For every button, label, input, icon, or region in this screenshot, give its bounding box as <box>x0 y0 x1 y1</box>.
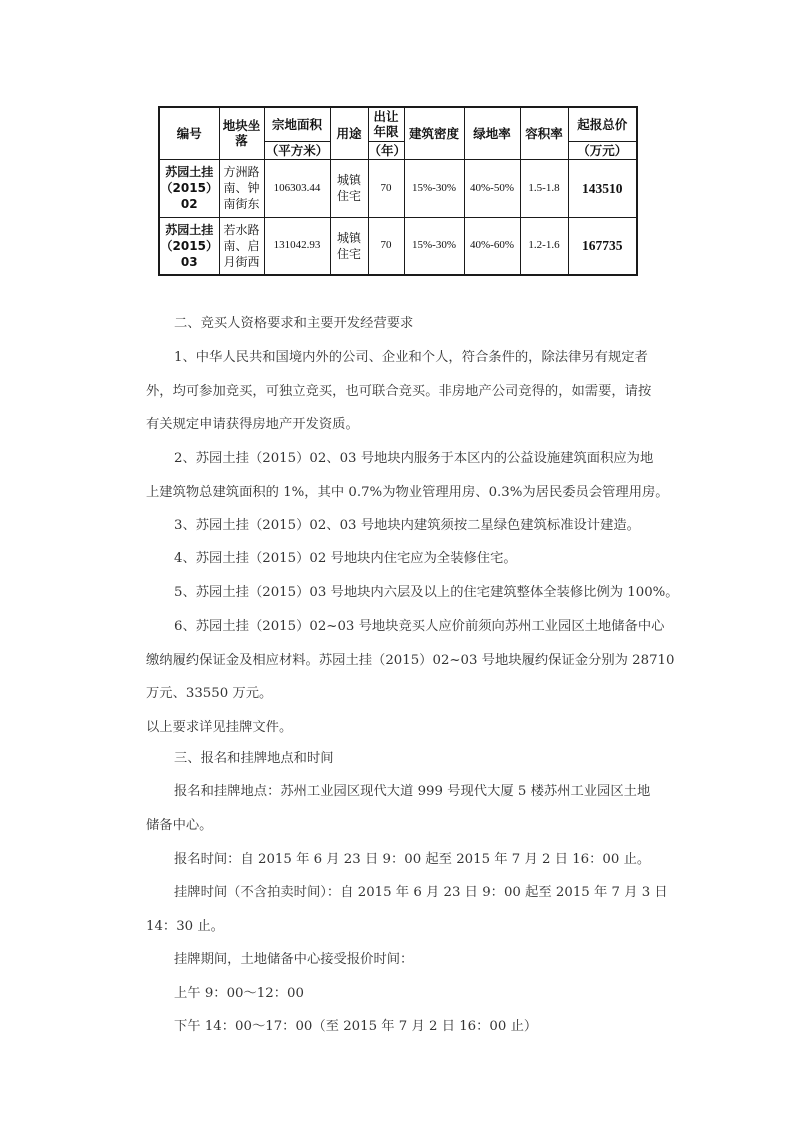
header-density: 建筑密度 <box>404 107 464 159</box>
paragraph-line: 报名和挂牌地点：苏州工业园区现代大道 999 号现代大厦 5 楼苏州工业园区土地 <box>174 784 651 799</box>
paragraph-line: 挂牌时间（不含拍卖时间）：自 2015 年 6 月 23 日 9：00 起至 2015 年 7 月 3 日 <box>174 885 668 900</box>
section-heading-registration: 三、报名和挂牌地点和时间 <box>174 751 334 766</box>
paragraph-line: 万元、33550 万元。 <box>146 686 273 701</box>
row-green: 40%-50% <box>464 159 520 217</box>
row-id: 苏园土挂 （2015） 03 <box>159 217 219 275</box>
paragraph-line: 2、苏园土挂（2015）02、03 号地块内服务于本区内的公益设施建筑面积应为地 <box>174 451 654 466</box>
row-location: 若水路 南、启 月街西 <box>219 217 264 275</box>
land-parcel-table-image <box>158 106 636 274</box>
paragraph-line: 3、苏园土挂（2015）02、03 号地块内建筑须按二星绿色建筑标准设计建造。 <box>174 518 640 533</box>
row-location: 方洲路 南、钟 南街东 <box>219 159 264 217</box>
row-use: 城镇 住宅 <box>330 159 368 217</box>
row-term: 70 <box>368 217 404 275</box>
header-term: 出让年限 <box>368 107 404 141</box>
header-green: 绿地率 <box>464 107 520 159</box>
paragraph-line: 14：30 止。 <box>146 919 224 934</box>
paragraph-line: 4、苏园土挂（2015）02 号地块内住宅应为全装修住宅。 <box>174 551 517 566</box>
row-price: 167735 <box>568 217 637 275</box>
row-density: 15%-30% <box>404 159 464 217</box>
row-far: 1.5-1.8 <box>520 159 568 217</box>
row-term: 70 <box>368 159 404 217</box>
row-use: 城镇 住宅 <box>330 217 368 275</box>
header-id: 编号 <box>159 107 219 159</box>
land-parcel-table <box>158 106 638 276</box>
paragraph-line: 外，均可参加竞买，可独立竞买，也可联合竞买。非房地产公司竞得的，如需要，请按 <box>146 384 652 399</box>
paragraph-line: 储备中心。 <box>146 818 213 833</box>
paragraph-line: 以上要求详见挂牌文件。 <box>146 720 293 735</box>
header-far: 容积率 <box>520 107 568 159</box>
header-use: 用途 <box>330 107 368 159</box>
header-area: 宗地面积 <box>264 107 330 141</box>
paragraph-line: 上午 9：00～12：00 <box>174 986 304 1001</box>
header-price-unit: （万元） <box>568 141 637 159</box>
row-area: 106303.44 <box>264 159 330 217</box>
row-far: 1.2-1.6 <box>520 217 568 275</box>
row-id: 苏园土挂 （2015） 02 <box>159 159 219 217</box>
paragraph-line: 上建筑物总建筑面积的 1%，其中 0.7%为物业管理用房、0.3%为居民委员会管理用房。 <box>146 485 669 500</box>
paragraph-line: 有关规定申请获得房地产开发资质。 <box>146 417 359 432</box>
header-area-unit: （平方米） <box>265 142 329 158</box>
row-area: 131042.93 <box>264 217 330 275</box>
paragraph-line: 报名时间：自 2015 年 6 月 23 日 9：00 起至 2015 年 7 月 2 日 16：00 止。 <box>174 852 651 867</box>
paragraph-line: 下午 14：00～17：00（至 2015 年 7 月 2 日 16：00 止） <box>174 1019 538 1034</box>
paragraph-line: 1、中华人民共和国境内外的公司、企业和个人，符合条件的，除法律另有规定者 <box>174 350 648 365</box>
paragraph-line: 挂牌期间，土地储备中心接受报价时间： <box>174 952 414 967</box>
paragraph-line: 5、苏园土挂（2015）03 号地块内六层及以上的住宅建筑整体全装修比例为 100%。 <box>174 585 679 600</box>
header-location: 地块坐落 <box>219 107 264 159</box>
header-price: 起报总价 <box>568 107 637 141</box>
row-price: 143510 <box>568 159 637 217</box>
table-row <box>159 217 637 275</box>
header-term-unit: （年） <box>368 142 407 158</box>
row-green: 40%-60% <box>464 217 520 275</box>
paragraph-line: 缴纳履约保证金及相应材料。苏园土挂（2015）02~03 号地块履约保证金分别为 28710 <box>146 653 675 668</box>
row-density: 15%-30% <box>404 217 464 275</box>
section-heading-qualifications: 二、竞买人资格要求和主要开发经营要求 <box>174 316 414 331</box>
paragraph-line: 6、苏园土挂（2015）02~03 号地块竞买人应价前须向苏州工业园区土地储备中心 <box>174 619 665 634</box>
table-row <box>159 159 637 217</box>
